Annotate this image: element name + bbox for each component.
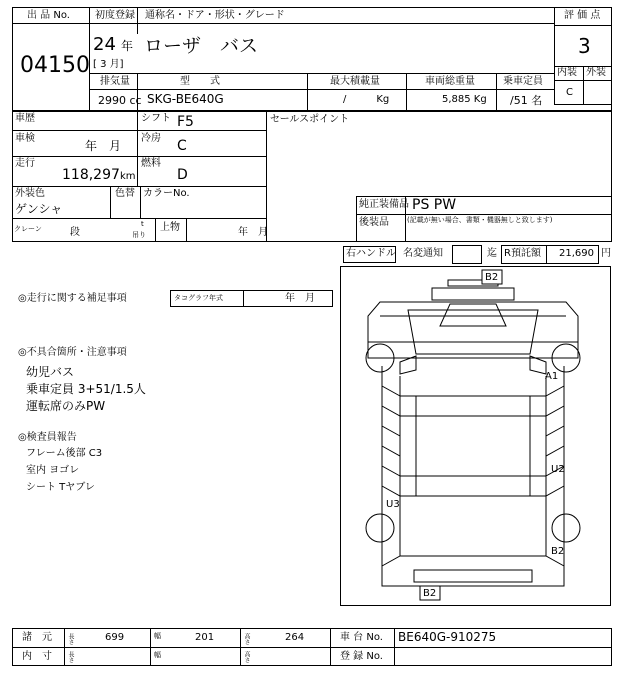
- inspector-item: フレーム後部 C3: [26, 448, 103, 459]
- first-reg-year: 24: [93, 34, 116, 55]
- defect-item: 幼児バス: [26, 365, 75, 379]
- ac: C: [177, 138, 187, 154]
- genuine-equipment-label: 純正装備品: [359, 199, 409, 210]
- width-label-2: 幅: [154, 651, 161, 659]
- right-handle: 右ハンドル: [346, 248, 396, 259]
- damage-mark-u2: U2: [551, 464, 565, 475]
- width: 201: [195, 632, 215, 643]
- model-name-label: 通称名・ドア・形状・グレード: [145, 10, 285, 21]
- color-code-label: カラーNo.: [143, 188, 190, 199]
- model-code-label: 型 式: [180, 76, 220, 87]
- defect-item: 乗車定員 3+51/1.5人: [26, 382, 146, 396]
- ac-label: 冷房: [141, 133, 161, 144]
- score: 3: [578, 34, 591, 58]
- aftermarket-label: 後装品: [359, 217, 389, 228]
- crane-stage: 段: [70, 227, 80, 238]
- damage-mark-top: B2: [485, 272, 499, 283]
- color-no-label: 色替: [115, 188, 135, 199]
- inspector-item: 室内 ヨゴレ: [26, 465, 80, 476]
- length-label: 長さ: [67, 633, 74, 645]
- damage-mark-b2-rear: B2: [551, 546, 565, 557]
- driving-label: ◎走行に関する補足事項: [18, 293, 127, 304]
- loading-label: 上物: [160, 222, 180, 233]
- fuel: D: [177, 167, 188, 183]
- exterior-color: ゲンシャ: [15, 202, 63, 216]
- tacho-label: タコグラフ年式: [174, 294, 223, 302]
- history-label: 車歴: [15, 113, 35, 124]
- r-tax-label: R預託額: [504, 248, 541, 259]
- yen-unit: 円: [601, 248, 611, 259]
- mileage-label: 走行: [15, 158, 35, 169]
- bus-diagram: [340, 266, 611, 606]
- length-label-2: 長さ: [67, 651, 74, 663]
- inspection-label: 車検: [15, 133, 35, 144]
- damage-mark-u3: U3: [386, 499, 400, 510]
- year-unit: 年: [121, 39, 134, 53]
- km-unit: km: [120, 171, 136, 182]
- chassis: BE640G-910275: [398, 630, 497, 644]
- r-tax: 21,690: [559, 248, 594, 259]
- aftermarket-note: (記載が無い場合、書類・機器無しと致します): [407, 216, 553, 224]
- length: 699: [105, 632, 125, 643]
- max-load: / Kg: [343, 94, 390, 105]
- first-reg-label: 初度登録: [95, 10, 135, 21]
- crane-t: t: [141, 220, 144, 228]
- defects-label: ◎不具合箇所・注意事項: [18, 347, 127, 358]
- inspector-item: シート Tヤブレ: [26, 482, 95, 493]
- score-label: 評 価 点: [564, 10, 601, 21]
- tacho-value: 年 月: [285, 293, 315, 304]
- front-bumper: [432, 288, 514, 300]
- height-label-2: 高さ: [243, 651, 250, 663]
- reg-label: 登 録 No.: [340, 651, 383, 662]
- spec-label: 諸 元: [22, 632, 52, 643]
- lot-no-label: 出 品 No.: [27, 10, 70, 21]
- rear-bumper: [414, 570, 532, 582]
- interior-label: 内装: [557, 67, 577, 78]
- model-name: ローザ バス: [144, 35, 259, 57]
- defect-item: 運転席のみPW: [26, 399, 106, 413]
- inspector-label: ◎検査員報告: [18, 432, 77, 443]
- exterior-label: 外装: [586, 67, 606, 78]
- roof: [416, 396, 530, 496]
- height: 264: [285, 632, 305, 643]
- gross-weight-label: 車両総重量: [425, 76, 475, 87]
- capacity: /51 名: [510, 94, 543, 107]
- cutoff-label: 迄: [487, 248, 497, 259]
- displacement: 2990 cc: [98, 94, 142, 107]
- mileage: 118,297: [62, 167, 120, 183]
- crane-lift: 吊り: [132, 231, 146, 239]
- fuel-label: 燃料: [141, 158, 161, 169]
- shift-label: シフト: [141, 113, 171, 124]
- chassis-label: 車 台 No.: [340, 632, 383, 643]
- inspection-value: 年 月: [85, 139, 122, 153]
- capacity-label: 乗車定員: [503, 76, 543, 87]
- sales-point-label: セールスポイント: [270, 114, 350, 125]
- inner-label: 内 寸: [22, 651, 52, 662]
- shift: F5: [177, 114, 194, 130]
- damage-mark-bottom: B2: [423, 588, 437, 599]
- genuine-equipment: PS PW: [412, 197, 457, 213]
- model-code: SKG-BE640G: [147, 92, 224, 106]
- max-load-label: 最大積載量: [330, 76, 380, 87]
- wheel-rear-left: [366, 514, 394, 542]
- gross-weight: 5,885 Kg: [442, 94, 487, 105]
- height-label: 高さ: [243, 633, 250, 645]
- wheel-rear-right: [552, 514, 580, 542]
- width-label: 幅: [154, 632, 161, 640]
- windshield: [408, 310, 538, 354]
- loading-value: 年 月: [238, 227, 268, 238]
- interior-grade: C: [566, 87, 573, 98]
- first-reg-month: [ 3 月]: [93, 59, 124, 70]
- damage-mark-a1: A1: [545, 371, 559, 382]
- crane-label: クレーン: [14, 225, 42, 233]
- name-change-label: 名変通知: [403, 248, 443, 259]
- lot-no: 04150: [20, 53, 90, 78]
- name-change-box: [452, 245, 482, 264]
- displacement-label: 排気量: [100, 76, 130, 87]
- exterior-color-label: 外装色: [15, 188, 45, 199]
